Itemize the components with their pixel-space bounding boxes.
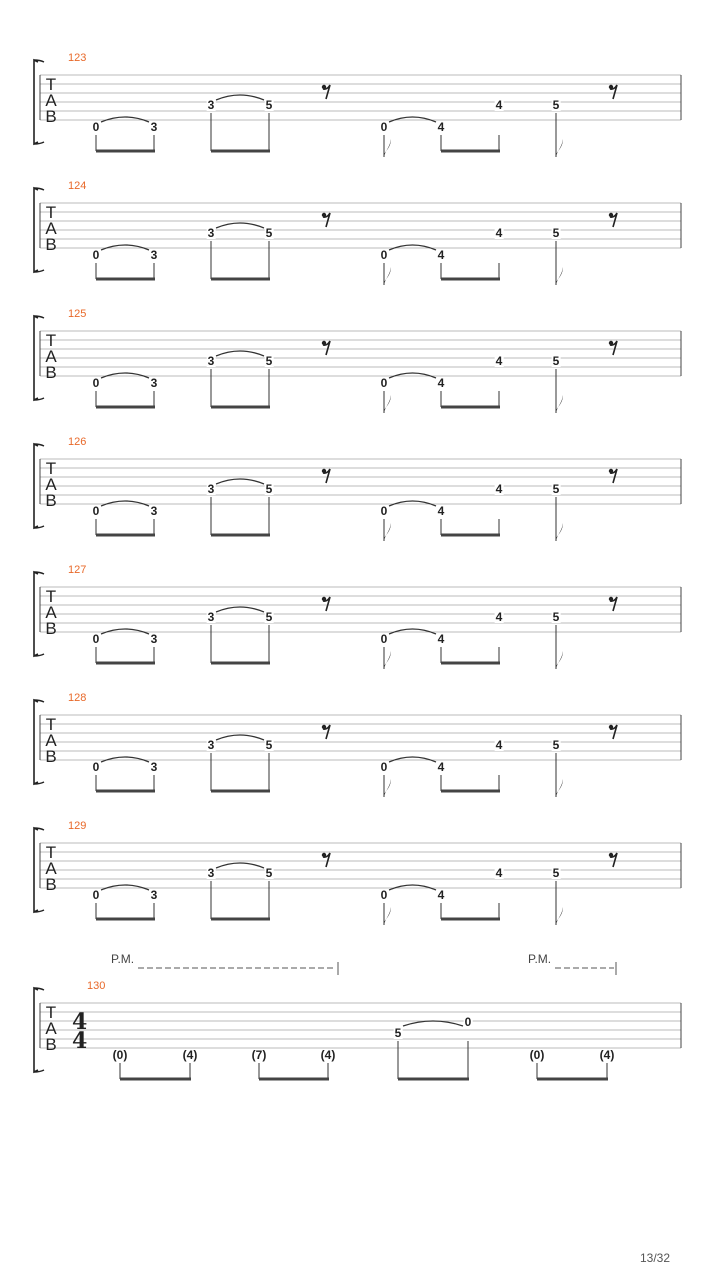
fret-number: 3 [150,248,158,262]
tab-clef-t: T [45,75,57,94]
tab-clef-a: A [45,1019,57,1038]
fret-number: 5 [265,738,273,752]
palm-mute-label: P.M. [111,952,135,966]
eighth-flag [556,907,563,925]
palm-mute-label: P.M. [528,952,552,966]
time-signature-top: 4 [72,1009,88,1035]
fret-number: 4 [495,354,503,368]
fret-number: 3 [150,376,158,390]
eighth-flag [384,779,391,797]
fret-number: 3 [207,866,215,880]
fret-number: 3 [150,120,158,134]
fret-number: (4) [320,1048,336,1062]
eighth-flag [556,651,563,669]
fret-number: 4 [495,738,503,752]
measure-number: 127 [68,564,87,576]
system-bracket [34,828,38,912]
tie-arc [216,479,264,484]
tie-arc [216,95,264,100]
fret-number: 5 [552,354,560,368]
tab-clef-b: B [45,235,57,254]
fret-number: 4 [495,226,503,240]
fret-number: 0 [92,120,100,134]
fret-number: 3 [207,226,215,240]
measure-number: 126 [68,436,87,448]
fret-number: 0 [92,248,100,262]
tie-arc [216,223,264,228]
tab-clef-a: A [45,603,57,622]
fret-number: 4 [437,120,445,134]
fret-number: 5 [552,226,560,240]
tab-clef-b: B [45,747,57,766]
fret-number: 0 [380,504,388,518]
eighth-flag [556,523,563,541]
tab-clef-t: T [45,1003,57,1022]
eighth-flag [556,395,563,413]
fret-number: 3 [150,504,158,518]
eighth-flag [556,139,563,157]
fret-number: (4) [599,1048,615,1062]
system-bracket [34,60,38,144]
eighth-flag [384,523,391,541]
fret-number: 5 [265,866,273,880]
fret-number: 3 [207,98,215,112]
tab-clef-b: B [45,107,57,126]
fret-number: 0 [92,376,100,390]
fret-number: 0 [380,888,388,902]
system-bracket [34,700,38,784]
fret-number: 4 [437,248,445,262]
fret-number: 0 [380,248,388,262]
fret-number: 5 [265,354,273,368]
fret-number: 4 [437,504,445,518]
fret-number: 0 [380,632,388,646]
tab-clef-b: B [45,875,57,894]
fret-number: 0 [92,760,100,774]
eighth-flag [556,267,563,285]
fret-number: 4 [437,632,445,646]
tab-clef-b: B [45,619,57,638]
measure-number: 123 [68,52,87,64]
eighth-flag [384,267,391,285]
measure-number: 130 [87,980,106,992]
fret-number: 5 [552,738,560,752]
fret-number: 0 [380,760,388,774]
fret-number: 4 [437,376,445,390]
fret-number: 4 [437,888,445,902]
fret-number: 0 [92,504,100,518]
fret-number: (7) [251,1048,267,1062]
eighth-flag [384,139,391,157]
fret-number: 4 [495,610,503,624]
tie-arc [216,735,264,740]
system-bracket [34,572,38,656]
tie-arc [216,607,264,612]
fret-number: 4 [437,760,445,774]
eighth-flag [384,651,391,669]
tab-clef-a: A [45,731,57,750]
tab-clef-b: B [45,491,57,510]
fret-number: 4 [495,482,503,496]
fret-number: (4) [182,1048,198,1062]
fret-number: 5 [265,226,273,240]
measure-number: 129 [68,820,87,832]
tab-clef-a: A [45,219,57,238]
fret-number: 5 [552,866,560,880]
tie-arc [216,863,264,868]
eighth-flag [384,907,391,925]
system-bracket [34,188,38,272]
tie-arc [216,351,264,356]
fret-number: (0) [529,1048,545,1062]
tab-clef-a: A [45,859,57,878]
fret-number: 0 [464,1015,472,1029]
tab-clef-t: T [45,715,57,734]
eighth-flag [556,779,563,797]
fret-number: 5 [394,1026,402,1040]
tab-clef-t: T [45,203,57,222]
fret-number: 0 [380,376,388,390]
eighth-flag [384,395,391,413]
fret-number: 3 [150,760,158,774]
tab-clef-a: A [45,475,57,494]
fret-number: 3 [150,888,158,902]
fret-number: 5 [265,610,273,624]
tab-clef-a: A [45,91,57,110]
fret-number: 5 [265,98,273,112]
fret-number: 5 [552,482,560,496]
fret-number: 3 [207,738,215,752]
measure-number: 128 [68,692,87,704]
fret-number: 5 [552,98,560,112]
system-bracket [34,988,38,1072]
fret-number: (0) [112,1048,128,1062]
page-number: 13/32 [640,1251,671,1265]
fret-number: 0 [380,120,388,134]
tab-clef-a: A [45,347,57,366]
fret-number: 3 [207,354,215,368]
fret-number: 4 [495,98,503,112]
fret-number: 5 [552,610,560,624]
system-bracket [34,444,38,528]
fret-number: 0 [92,888,100,902]
tie-arc [403,1021,463,1026]
tab-clef-t: T [45,843,57,862]
fret-number: 5 [265,482,273,496]
measure-number: 125 [68,308,87,320]
tab-clef-t: T [45,587,57,606]
fret-number: 4 [495,866,503,880]
tab-clef-b: B [45,363,57,382]
system-bracket [34,316,38,400]
measure-number: 124 [68,180,87,192]
tab-clef-t: T [45,331,57,350]
fret-number: 0 [92,632,100,646]
fret-number: 3 [207,610,215,624]
tab-clef-b: B [45,1035,57,1054]
tab-clef-t: T [45,459,57,478]
time-signature-bottom: 4 [72,1028,88,1054]
fret-number: 3 [150,632,158,646]
fret-number: 3 [207,482,215,496]
